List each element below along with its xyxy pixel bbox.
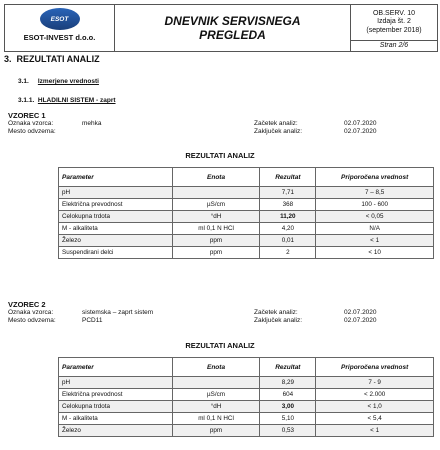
cell-parameter: pH (59, 377, 173, 389)
sample-1-info (8, 111, 434, 138)
cell-result: 8,29 (260, 377, 316, 389)
table-row (59, 377, 434, 389)
analysis-end: 02.07.2020 (344, 128, 377, 135)
results-table-2 (58, 357, 434, 437)
cell-parameter: pH (59, 187, 173, 199)
cell-unit: ml 0,1 N HCl (172, 223, 260, 235)
cell-unit: ppm (172, 247, 260, 259)
table-row (59, 187, 434, 199)
col-result: Rezultat (260, 358, 316, 377)
cell-recommended: 7 - 9 (316, 377, 434, 389)
results-table-1 (58, 167, 434, 259)
title-line-2: PREGLEDA (199, 28, 266, 42)
cell-result: 11,20 (260, 211, 316, 223)
cell-parameter: Celokupna trdota (59, 401, 173, 413)
cell-recommended: < 2.000 (316, 389, 434, 401)
table-row (59, 211, 434, 223)
subsubsection-heading (18, 97, 116, 104)
cell-result: 5,10 (260, 413, 316, 425)
table-header-row (59, 168, 434, 187)
cell-unit (172, 377, 260, 389)
cell-parameter: M - alkaliteta (59, 413, 173, 425)
title-line-1: DNEVNIK SERVISNEGA (164, 14, 301, 28)
cell-unit: µS/cm (172, 389, 260, 401)
col-unit: Enota (172, 358, 260, 377)
col-parameter: Parameter (59, 358, 173, 377)
page-number: Stran 2/6 (351, 40, 437, 51)
sample-2-info (8, 300, 434, 327)
logo-cell (5, 5, 115, 51)
subsubsection-title: HLADILNI SISTEM - zaprt (37, 97, 116, 104)
document-title (115, 5, 351, 51)
cell-unit: ppm (172, 235, 260, 247)
cell-recommended: 100 - 600 (316, 199, 434, 211)
col-recommended: Priporočena vrednost (316, 358, 434, 377)
cell-recommended: < 1,0 (316, 401, 434, 413)
results-title-2: REZULTATI ANALIZ (185, 341, 255, 350)
cell-parameter: Železo (59, 425, 173, 437)
cell-unit (172, 187, 260, 199)
cell-unit: µS/cm (172, 199, 260, 211)
cell-result: 604 (260, 389, 316, 401)
cell-result: 2 (260, 247, 316, 259)
cell-recommended: 7 – 8,5 (316, 187, 434, 199)
table-row (59, 389, 434, 401)
cell-unit: °dH (172, 211, 260, 223)
table-row (59, 247, 434, 259)
col-result: Rezultat (260, 168, 316, 187)
analysis-start: 02.07.2020 (344, 120, 377, 127)
table-row (59, 199, 434, 211)
company-name: ESOT-INVEST d.o.o. (23, 33, 96, 42)
sample-code-label: Oznaka vzorca: (8, 120, 54, 127)
cell-unit: ppm (172, 425, 260, 437)
doc-date: (september 2018) (366, 26, 422, 34)
col-parameter: Parameter (59, 168, 173, 187)
table-row (59, 223, 434, 235)
cell-recommended: < 1 (316, 235, 434, 247)
doc-issue: Izdaja št. 2 (377, 18, 411, 26)
analysis-start-label: Začetek analiz: (254, 120, 298, 127)
col-recommended: Priporočena vrednost (316, 168, 434, 187)
subsubsection-number: 3.1.1. (18, 97, 35, 104)
cell-recommended: < 1 (316, 425, 434, 437)
sample-code: sistemska – zaprt sistem (82, 309, 154, 316)
cell-recommended: < 5,4 (316, 413, 434, 425)
results-title-1: REZULTATI ANALIZ (185, 151, 255, 160)
table-row (59, 235, 434, 247)
section-title: REZULTATI ANALIZ (16, 54, 100, 64)
cell-result: 0,01 (260, 235, 316, 247)
subsection-heading (18, 78, 99, 85)
sample-code: mehka (82, 120, 102, 127)
col-unit: Enota (172, 168, 260, 187)
company-logo: ESOT (40, 8, 80, 30)
cell-unit: °dH (172, 401, 260, 413)
table-row (59, 425, 434, 437)
cell-result: 0,53 (260, 425, 316, 437)
cell-result: 4,20 (260, 223, 316, 235)
analysis-end-label: Zaključek analiz: (254, 128, 303, 135)
sample-title: VZOREC 1 (8, 111, 46, 120)
doc-code: OB.SERV. 10 (372, 9, 416, 17)
document-meta (351, 5, 437, 51)
cell-result: 7,71 (260, 187, 316, 199)
analysis-start: 02.07.2020 (344, 309, 377, 316)
cell-result: 3,00 (260, 401, 316, 413)
cell-parameter: Električna prevodnost (59, 389, 173, 401)
cell-parameter: M - alkaliteta (59, 223, 173, 235)
table-row (59, 401, 434, 413)
sample-place-label: Mesto odvzema: (8, 317, 56, 324)
sample-place: PCD11 (82, 317, 103, 324)
cell-recommended: < 0,05 (316, 211, 434, 223)
sample-place-label: Mesto odvzema: (8, 128, 56, 135)
subsection-number: 3.1. (18, 78, 29, 85)
cell-parameter: Električna prevodnost (59, 199, 173, 211)
cell-parameter: Suspendirani delci (59, 247, 173, 259)
table-header-row (59, 358, 434, 377)
cell-recommended: N/A (316, 223, 434, 235)
section-number: 3. (4, 54, 12, 64)
cell-parameter: Celokupna trdota (59, 211, 173, 223)
sample-title: VZOREC 2 (8, 300, 46, 309)
cell-parameter: Železo (59, 235, 173, 247)
cell-recommended: < 10 (316, 247, 434, 259)
section-heading (4, 54, 100, 64)
analysis-end-label: Zaključek analiz: (254, 317, 303, 324)
cell-result: 368 (260, 199, 316, 211)
analysis-end: 02.07.2020 (344, 317, 377, 324)
subsection-title: Izmerjene vrednosti (37, 78, 99, 85)
document-header (4, 4, 438, 52)
cell-unit: ml 0,1 N HCl (172, 413, 260, 425)
table-row (59, 413, 434, 425)
analysis-start-label: Začetek analiz: (254, 309, 298, 316)
sample-code-label: Oznaka vzorca: (8, 309, 54, 316)
